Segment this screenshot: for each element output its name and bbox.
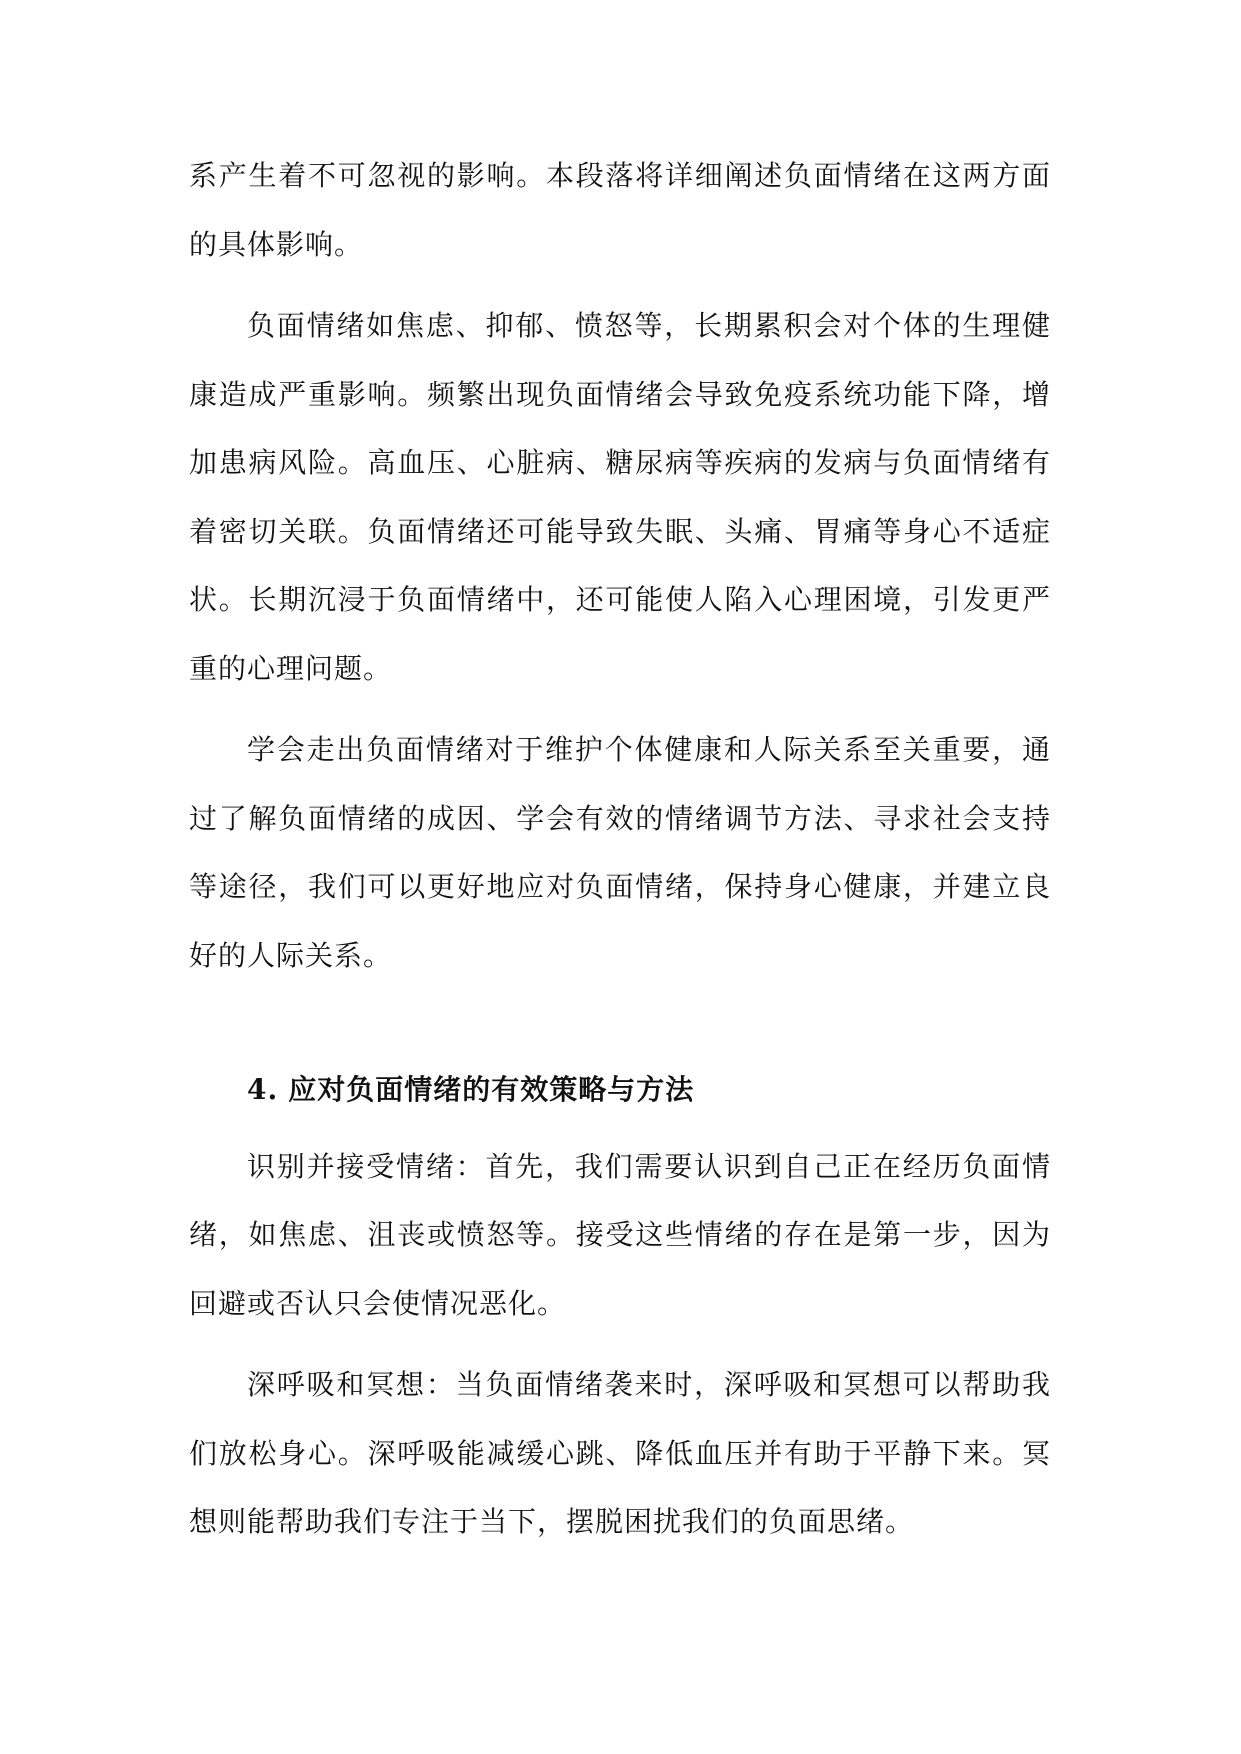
paragraph-physical-health: 负面情绪如焦虑、抑郁、愤怒等，长期累积会对个体的生理健康造成严重影响。频繁出现负面情绪会导致免疫系统功能下降，增加患病风险。高血压、心脏病、糖尿病等疾病的发病与负面情绪有着密切关联。负面情绪还可能导致失眠、头痛、胃痛等身心不适症状。长期沉浸于负面情绪中，还可能使人陷入心理困境，引发更严重的心理问题。 (189, 309, 1051, 685)
paragraph-importance: 学会走出负面情绪对于维护个体健康和人际关系至关重要，通过了解负面情绪的成因、学会有效的情绪调节方法、寻求社会支持等途径，我们可以更好地应对负面情绪，保持身心健康，并建立良好的人际关系。 (189, 733, 1051, 972)
paragraph-identify-accept: 识别并接受情绪：首先，我们需要认识到自己正在经历负面情绪，如焦虑、沮丧或愤怒等。接受这些情绪的存在是第一步，因为回避或否认只会使情况恶化。 (189, 1149, 1051, 1320)
section-number: 4. (247, 1073, 279, 1106)
paragraph-continuation: 系产生着不可忽视的影响。本段落将详细阐述负面情绪在这两方面的具体影响。 (189, 159, 1051, 261)
document-body (189, 142, 1051, 1557)
section-title: 应对负面情绪的有效策略与方法 (288, 1073, 695, 1106)
section-heading (189, 1056, 1051, 1125)
paragraph-breathing-meditation: 深呼吸和冥想：当负面情绪袭来时，深呼吸和冥想可以帮助我们放松身心。深呼吸能减缓心跳、降低血压并有助于平静下来。冥想则能帮助我们专注于当下，摆脱困扰我们的负面思绪。 (189, 1368, 1051, 1538)
